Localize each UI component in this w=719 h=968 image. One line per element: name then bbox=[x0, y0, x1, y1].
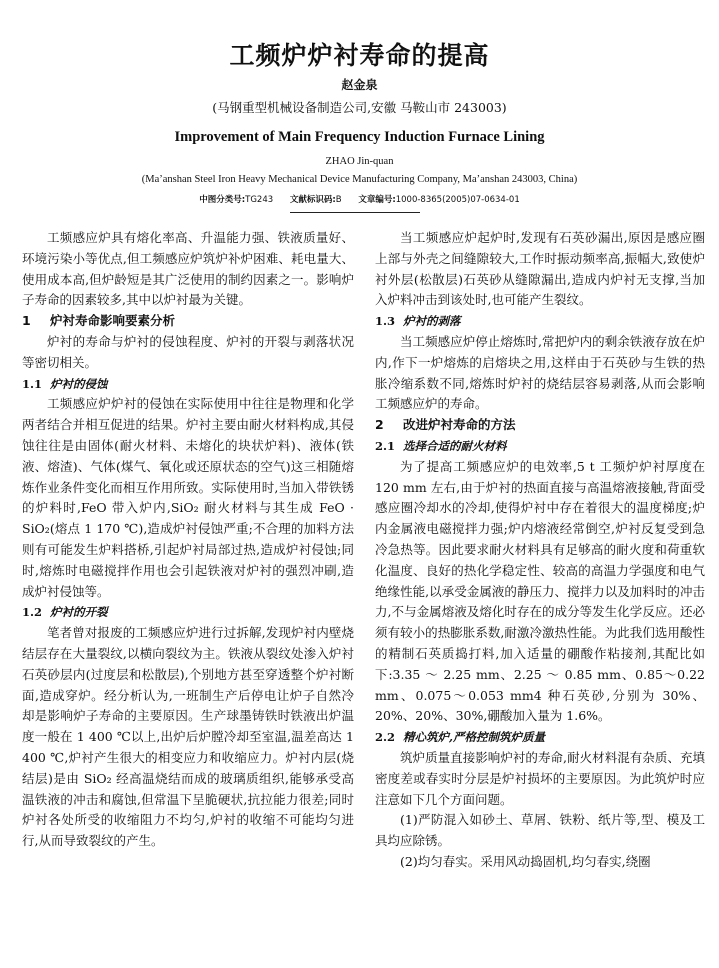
section-1-3-number: 1.3 bbox=[375, 314, 396, 329]
doc-code-label: 文献标识码: bbox=[289, 195, 336, 205]
clc-label: 中图分类号: bbox=[199, 195, 246, 205]
paper-title-en: Improvement of Main Frequency Induction Furnace Lining bbox=[174, 129, 545, 145]
section-1-2-heading bbox=[22, 602, 354, 623]
section-1-1-paragraph: 工频感应炉炉衬的侵蚀在实际使用中往往是物理和化学两者结合并相互促进的结果。炉衬主要由耐火材料构成,其侵蚀往往是由固体(耐火材料、未熔化的块状炉料)、液体(铁液、熔渣)、气体(煤气、氧化或还原状态的空气)这三相随熔炼作业条件变化而相互作用所致。实际使用时,当加入带铁锈的炉料时,FeO 带入炉内,SiO₂ 耐火材料与其生成 FeO · SiO₂(熔点 1 170 ℃),造成炉衬侵蚀严重;不合理的加料方法则有可能发生炉料搭桥,引起炉衬局部过热,造成炉衬侵蚀;同时,熔炼时电磁搅拌作用也会引起铁液对炉衬的强烈冲刷,造成炉衬侵蚀等。 bbox=[22, 396, 354, 599]
section-1-2-paragraph: 笔者曾对报废的工频感应炉进行过拆解,发现炉衬内壁烧结层存在大量裂纹,以横向裂纹为主。铁液从裂纹处渗入炉衬石英砂层内(过度层和松散层),个别地方甚至穿透整个炉衬断面,造成穿炉。经分析认为,一班制生产后停电让炉子自然冷却是影响炉子寿命的主要原因。生产球墨铸铁时铁液出炉温度一般在 1 400 ℃以上,出炉后炉膛冷却至室温,温差高达 1 400 ℃,炉衬产生很大的相变应力和收缩应力。炉衬内层(烧结层)是由 SiO₂ 经高温烧结而成的玻璃质组织,能够承受高温铁液的冲击和腐蚀,但常温下呈脆硬状,抗拉能力很差;同时炉衬各处所受的收缩阻力不均匀,炉衬的收缩不可能均匀进行,从而导致裂纹的产生。 bbox=[22, 625, 354, 849]
section-2-2-number: 2.2 bbox=[375, 730, 396, 745]
list-item-2: (2)均匀春实。采用风动捣固机,均匀春实,绕圈 bbox=[400, 853, 651, 869]
section-1-2-title: 炉衬的开裂 bbox=[50, 605, 108, 620]
section-2-1-title: 选择合适的耐火材料 bbox=[403, 438, 507, 453]
section-1-2-number: 1.2 bbox=[22, 605, 43, 620]
section-1-number: 1 bbox=[22, 313, 31, 329]
section-1-3-title: 炉衬的剥落 bbox=[403, 314, 461, 329]
section-1-3-paragraph: 当工频感应炉停止熔炼时,常把炉内的剩余铁液存放在炉内,作下一炉熔炼的启熔块之用,这样由于石英砂与生铁的热胀冷缩系数不同,熔炼时炉衬的烧结层容易剥落,从而会影响工频感应炉的寿命。 bbox=[375, 333, 705, 412]
header-divider bbox=[290, 212, 420, 213]
author-name-cn: 赵金泉 bbox=[341, 78, 378, 92]
section-2-2-title: 精心筑炉,严格控制筑炉质量 bbox=[403, 730, 546, 745]
paper-title: 工频炉炉衬寿命的提高 bbox=[229, 41, 490, 70]
article-number-value: 1000-8365(2005)07-0634-01 bbox=[395, 195, 520, 205]
section-1-1-number: 1.1 bbox=[22, 376, 43, 391]
classification-line bbox=[0, 193, 719, 205]
section-1-title: 炉衬寿命影响要素分析 bbox=[50, 313, 176, 329]
section-1-1-title: 炉衬的侵蚀 bbox=[50, 376, 108, 391]
article-number-label: 文章编号: bbox=[358, 195, 396, 205]
continued-paragraph: 当工频感应炉起炉时,发现有石英砂漏出,原因是感应圈上部与外壳之间缝隙较大,工作时振动频率高,振幅大,致使炉衬外层(松散层)石英砂从缝隙漏出,造成内炉衬无支撑,当加入炉料冲击到该处时,也可能产生裂纹。 bbox=[375, 230, 705, 308]
section-2-1-paragraph: 为了提高工频感应炉的电效率,5 t 工频炉炉衬厚度在 120 mm 左右,由于炉衬的热面直接与高温熔液接触,背面受感应圈冷却水的冷却,使得炉衬中存在着很大的温度梯度;炉内金属液电磁搅拌力强;炉内熔液经常倒空,炉衬反复受到急冷急热等。因此要求耐火材料具有足够高的耐火度和荷重软化温度、良好的热化学稳定性、较高的高温力学强度和电气绝缘性能,以承受金属液的静压力、搅拌力以及加料时的冲击力,不与金属熔液及熔化时存在的成分等发生化学反应。还必须有较小的热膨胀系数,耐激冷激热性能。为此我们选用酸性的精制石英质捣打料,加入适量的硼酸作粘接剂,其配比如下:3.35 ～ 2.25 mm、2.25 ～ 0.85 mm、0.85～0.22 mm、0.075～0.053 mm4 种石英砂,分别为 30%、20%、20%、30%,硼酸加入量为 1.6%。 bbox=[375, 458, 705, 724]
section-2-number: 2 bbox=[375, 417, 384, 433]
section-2-title: 改进炉衬寿命的方法 bbox=[403, 417, 516, 433]
section-2-2-paragraph: 筑炉质量直接影响炉衬的寿命,耐火材料混有杂质、充填密度差或春实时分层是炉衬损坏的主要原因。为此筑炉时应注意如下几个方面问题。 bbox=[375, 749, 705, 807]
section-1-paragraph: 炉衬的寿命与炉衬的侵蚀程度、炉衬的开裂与剥落状况等密切相关。 bbox=[22, 333, 354, 370]
section-2-2-heading bbox=[375, 727, 705, 748]
section-1-1-heading bbox=[22, 374, 354, 395]
section-2-1-number: 2.1 bbox=[375, 438, 396, 453]
clc-value: TG243 bbox=[245, 195, 274, 205]
list-item-1: (1)严防混入如砂土、草屑、铁粉、纸片等,型、模及工具均应除锈。 bbox=[375, 812, 705, 849]
section-1-3-heading bbox=[375, 311, 705, 332]
doc-code-value: B bbox=[335, 195, 342, 205]
right-column bbox=[375, 228, 705, 873]
section-2-1-heading bbox=[375, 436, 705, 457]
author-name-en: ZHAO Jin-quan bbox=[325, 156, 394, 167]
affiliation-cn: (马钢重型机械设备制造公司,安徽 马鞍山市 243003) bbox=[212, 100, 507, 115]
intro-paragraph: 工频感应炉具有熔化率高、升温能力强、铁液质量好、环境污染小等优点,但工频感应炉筑炉补炉困难、耗电量大、使用成本高,但炉龄短是其广泛使用的制约因素之一。影响炉子寿命的因素较多,其中以炉衬最为关键。 bbox=[22, 230, 354, 308]
section-2-heading bbox=[375, 415, 705, 436]
left-column bbox=[22, 228, 354, 852]
section-1-heading bbox=[22, 311, 354, 332]
affiliation-en: (Ma’anshan Steel Iron Heavy Mechanical Device Manufacturing Company, Ma’anshan 243003, China) bbox=[141, 174, 578, 185]
